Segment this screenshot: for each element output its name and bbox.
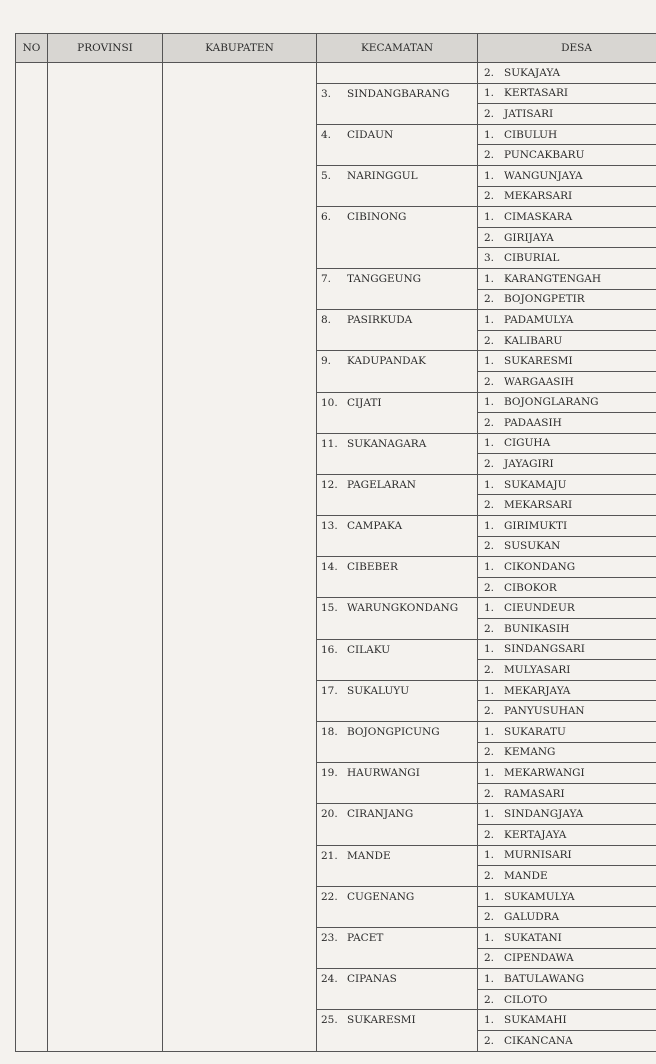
kecamatan-name: PACET: [347, 931, 384, 944]
village-table: [15, 33, 656, 1052]
kecamatan-number: 20.: [321, 808, 338, 821]
desa-number: 1.: [484, 272, 495, 285]
kecamatan-cell: [317, 165, 478, 206]
desa-number: 2.: [484, 66, 495, 79]
desa-number: 2.: [484, 622, 495, 635]
kecamatan-number: 16.: [321, 643, 338, 656]
kecamatan-number: 14.: [321, 561, 338, 574]
kecamatan-cell: [317, 268, 478, 309]
desa-number: 2.: [484, 540, 495, 553]
kecamatan-name: CIDAUN: [347, 128, 394, 141]
desa-cell: [478, 474, 656, 495]
desa-name: MURNISARI: [504, 849, 572, 862]
desa-cell: [478, 145, 656, 166]
desa-cell: [478, 268, 656, 289]
desa-cell: [478, 124, 656, 145]
no-cell: [16, 63, 48, 1052]
kecamatan-name: CIBEBER: [347, 561, 398, 574]
desa-number: 1.: [484, 87, 495, 100]
desa-cell: [478, 1030, 656, 1051]
kecamatan-number: 8.: [321, 314, 332, 327]
kecamatan-number: 11.: [321, 437, 338, 450]
kecamatan-number: 25.: [321, 1014, 338, 1027]
desa-cell: [478, 248, 656, 269]
kecamatan-cell: [317, 351, 478, 392]
kecamatan-name: PAGELARAN: [347, 478, 416, 491]
desa-name: CIKANCANA: [504, 1034, 573, 1047]
desa-number: 2.: [484, 664, 495, 677]
desa-number: 1.: [484, 890, 495, 903]
desa-number: 1.: [484, 355, 495, 368]
desa-name: PADAASIH: [504, 416, 562, 429]
desa-number: 1.: [484, 766, 495, 779]
kecamatan-cell: [317, 433, 478, 474]
desa-cell: [478, 927, 656, 948]
desa-name: JAYAGIRI: [504, 458, 554, 471]
desa-number: 3.: [484, 252, 495, 265]
desa-name: CIPENDAWA: [504, 952, 574, 965]
desa-name: PANYUSUHAN: [504, 705, 585, 718]
kecamatan-number: 6.: [321, 211, 332, 224]
kecamatan-number: 13.: [321, 520, 338, 533]
desa-name: GALUDRA: [504, 911, 560, 924]
desa-number: 2.: [484, 705, 495, 718]
desa-cell: [478, 598, 656, 619]
kecamatan-name: SUKANAGARA: [347, 437, 427, 450]
kecamatan-cell: [317, 804, 478, 845]
desa-name: MEKARJAYA: [504, 684, 571, 697]
desa-cell: [478, 886, 656, 907]
desa-number: 2.: [484, 107, 495, 120]
desa-name: KEMANG: [504, 746, 556, 759]
desa-cell: [478, 639, 656, 660]
kecamatan-name: NARINGGUL: [347, 169, 418, 182]
desa-number: 1.: [484, 396, 495, 409]
kecamatan-name: WARUNGKONDANG: [347, 602, 459, 615]
desa-cell: [478, 577, 656, 598]
desa-cell: [478, 969, 656, 990]
kecamatan-cell: [317, 763, 478, 804]
desa-cell: [478, 845, 656, 866]
desa-number: 1.: [484, 725, 495, 738]
desa-name: CIBOKOR: [504, 581, 557, 594]
desa-number: 2.: [484, 293, 495, 306]
desa-number: 2.: [484, 458, 495, 471]
desa-number: 2.: [484, 911, 495, 924]
header-provinsi: PROVINSI: [48, 34, 163, 63]
desa-cell: [478, 227, 656, 248]
desa-cell: [478, 722, 656, 743]
desa-number: 1.: [484, 561, 495, 574]
desa-name: SUKAMAJU: [504, 478, 567, 491]
kecamatan-cell: [317, 722, 478, 763]
desa-number: 1.: [484, 602, 495, 615]
desa-name: BOJONGPETIR: [504, 293, 585, 306]
desa-cell: [478, 660, 656, 681]
desa-number: 2.: [484, 746, 495, 759]
desa-name: CIEUNDEUR: [504, 602, 575, 615]
desa-cell: [478, 557, 656, 578]
desa-number: 2.: [484, 787, 495, 800]
desa-cell: [478, 619, 656, 640]
kecamatan-cell: [317, 680, 478, 721]
kecamatan-number: 21.: [321, 849, 338, 862]
desa-name: SINDANGJAYA: [504, 808, 584, 821]
kecamatan-number: 4.: [321, 128, 332, 141]
desa-cell: [478, 536, 656, 557]
table-header: [16, 34, 656, 63]
kecamatan-number: 10.: [321, 396, 338, 409]
kecamatan-cell: [317, 474, 478, 515]
kabupaten-cell: [163, 63, 317, 1052]
desa-number: 2.: [484, 499, 495, 512]
desa-number: 2.: [484, 375, 495, 388]
desa-cell: [478, 454, 656, 475]
kecamatan-number: 12.: [321, 478, 338, 491]
desa-cell: [478, 989, 656, 1010]
kecamatan-cell: [317, 392, 478, 433]
desa-name: SUKAMAHI: [504, 1014, 567, 1027]
desa-name: SUKAMULYA: [504, 890, 575, 903]
desa-cell: [478, 495, 656, 516]
desa-name: JATISARI: [504, 107, 554, 120]
desa-name: CIGUHA: [504, 437, 551, 450]
desa-number: 1.: [484, 808, 495, 821]
kecamatan-number: 5.: [321, 169, 332, 182]
kecamatan-cell: [317, 83, 478, 124]
desa-number: 1.: [484, 931, 495, 944]
desa-name: SUKARATU: [504, 725, 566, 738]
kecamatan-number: 15.: [321, 602, 338, 615]
kecamatan-name: SUKARESMI: [347, 1014, 416, 1027]
desa-name: SUKAJAYA: [504, 66, 561, 79]
kecamatan-name: SUKALUYU: [347, 684, 410, 697]
desa-number: 2.: [484, 190, 495, 203]
desa-cell: [478, 742, 656, 763]
desa-name: SINDANGSARI: [504, 643, 585, 656]
desa-number: 2.: [484, 828, 495, 841]
desa-cell: [478, 413, 656, 434]
desa-cell: [478, 516, 656, 537]
desa-name: BATULAWANG: [504, 972, 585, 985]
desa-name: SUKATANI: [504, 931, 562, 944]
desa-name: KALIBARU: [504, 334, 563, 347]
desa-name: PUNCAKBARU: [504, 149, 585, 162]
desa-number: 2.: [484, 149, 495, 162]
desa-cell: [478, 824, 656, 845]
header-kecamatan: KECAMATAN: [317, 34, 478, 63]
desa-name: MEKARSARI: [504, 499, 573, 512]
desa-number: 2.: [484, 869, 495, 882]
kecamatan-name: CIBINONG: [347, 211, 407, 224]
kecamatan-cell: [317, 927, 478, 968]
kecamatan-number: 23.: [321, 931, 338, 944]
desa-name: CIBULUH: [504, 128, 558, 141]
desa-number: 2.: [484, 993, 495, 1006]
kecamatan-cell: [317, 557, 478, 598]
desa-name: CILOTO: [504, 993, 548, 1006]
desa-cell: [478, 289, 656, 310]
desa-number: 2.: [484, 231, 495, 244]
kecamatan-cell: [317, 63, 478, 84]
desa-cell: [478, 783, 656, 804]
desa-name: WANGUNJAYA: [504, 169, 583, 182]
desa-name: KERTASARI: [504, 87, 569, 100]
kecamatan-cell: [317, 845, 478, 886]
desa-cell: [478, 104, 656, 125]
kecamatan-cell: [317, 310, 478, 351]
desa-cell: [478, 907, 656, 928]
desa-cell: [478, 948, 656, 969]
kecamatan-cell: [317, 886, 478, 927]
header-no: NO: [16, 34, 48, 63]
desa-cell: [478, 165, 656, 186]
kecamatan-name: CIJATI: [347, 396, 382, 409]
kecamatan-cell: [317, 639, 478, 680]
desa-number: 1.: [484, 210, 495, 223]
kecamatan-number: 9.: [321, 355, 332, 368]
kecamatan-number: 24.: [321, 973, 338, 986]
kecamatan-cell: [317, 1010, 478, 1051]
desa-name: BOJONGLARANG: [504, 396, 599, 409]
desa-name: KARANGTENGAH: [504, 272, 602, 285]
kecamatan-name: CUGENANG: [347, 890, 415, 903]
kecamatan-name: KADUPANDAK: [347, 355, 426, 368]
desa-number: 1.: [484, 169, 495, 182]
kecamatan-number: 22.: [321, 890, 338, 903]
desa-number: 1.: [484, 849, 495, 862]
kecamatan-name: MANDE: [347, 849, 391, 862]
header-kabupaten: KABUPATEN: [163, 34, 317, 63]
kecamatan-name: CILAKU: [347, 643, 391, 656]
kecamatan-cell: [317, 207, 478, 269]
desa-cell: [478, 392, 656, 413]
desa-name: CIKONDANG: [504, 561, 576, 574]
provinsi-cell: [48, 63, 163, 1052]
desa-number: 2.: [484, 1034, 495, 1047]
desa-name: CIBURIAL: [504, 252, 560, 265]
desa-cell: [478, 207, 656, 228]
desa-cell: [478, 763, 656, 784]
desa-name: SUKARESMI: [504, 355, 573, 368]
kecamatan-number: 18.: [321, 726, 338, 738]
desa-number: 2.: [484, 334, 495, 347]
desa-number: 1.: [484, 478, 495, 491]
desa-cell: [478, 330, 656, 351]
kecamatan-number: 19.: [321, 767, 338, 780]
kecamatan-cell: [317, 969, 478, 1010]
desa-number: 1.: [484, 1014, 495, 1027]
kecamatan-name: TANGGEUNG: [347, 272, 422, 285]
desa-number: 2.: [484, 581, 495, 594]
kecamatan-name: CIPANAS: [347, 973, 397, 986]
desa-name: BUNIKASIH: [504, 622, 570, 635]
desa-name: WARGAASIH: [504, 375, 574, 388]
table-row: [16, 63, 656, 84]
desa-name: GIRIJAYA: [504, 231, 554, 244]
desa-name: KERTAJAYA: [504, 828, 567, 841]
desa-cell: [478, 433, 656, 454]
desa-number: 1.: [484, 313, 495, 326]
desa-cell: [478, 63, 656, 84]
desa-name: MEKARSARI: [504, 190, 573, 203]
desa-number: 1.: [484, 643, 495, 656]
kecamatan-name: SINDANGBARANG: [347, 87, 450, 100]
desa-name: MEKARWANGI: [504, 766, 585, 779]
desa-number: 1.: [484, 972, 495, 985]
kecamatan-name: PASIRKUDA: [347, 314, 413, 327]
kecamatan-number: 7.: [321, 272, 332, 285]
desa-cell: [478, 866, 656, 887]
kecamatan-name: HAURWANGI: [347, 767, 420, 780]
table-body: [16, 63, 656, 1052]
desa-name: GIRIMUKTI: [504, 519, 568, 532]
desa-name: MANDE: [504, 869, 548, 882]
kecamatan-number: 17.: [321, 684, 338, 697]
desa-cell: [478, 186, 656, 207]
desa-number: 2.: [484, 416, 495, 429]
desa-name: SUSUKAN: [504, 540, 561, 553]
desa-cell: [478, 804, 656, 825]
desa-number: 1.: [484, 128, 495, 141]
desa-cell: [478, 83, 656, 104]
desa-number: 1.: [484, 684, 495, 697]
desa-cell: [478, 680, 656, 701]
header-desa: DESA: [478, 34, 656, 63]
desa-cell: [478, 1010, 656, 1031]
desa-cell: [478, 701, 656, 722]
kecamatan-cell: [317, 124, 478, 165]
desa-name: PADAMULYA: [504, 313, 574, 326]
desa-number: 2.: [484, 952, 495, 965]
kecamatan-name: CAMPAKA: [347, 520, 403, 533]
kecamatan-name: CIRANJANG: [347, 808, 414, 821]
kecamatan-cell: [317, 598, 478, 639]
desa-number: 1.: [484, 437, 495, 450]
desa-name: RAMASARI: [504, 787, 565, 800]
kecamatan-name: BOJONGPICUNG: [347, 726, 440, 738]
kecamatan-number: 3.: [321, 87, 332, 100]
desa-cell: [478, 351, 656, 372]
desa-number: 1.: [484, 519, 495, 532]
kecamatan-cell: [317, 516, 478, 557]
desa-cell: [478, 310, 656, 331]
desa-name: MULYASARI: [504, 664, 571, 677]
desa-name: CIMASKARA: [504, 210, 573, 223]
desa-cell: [478, 371, 656, 392]
